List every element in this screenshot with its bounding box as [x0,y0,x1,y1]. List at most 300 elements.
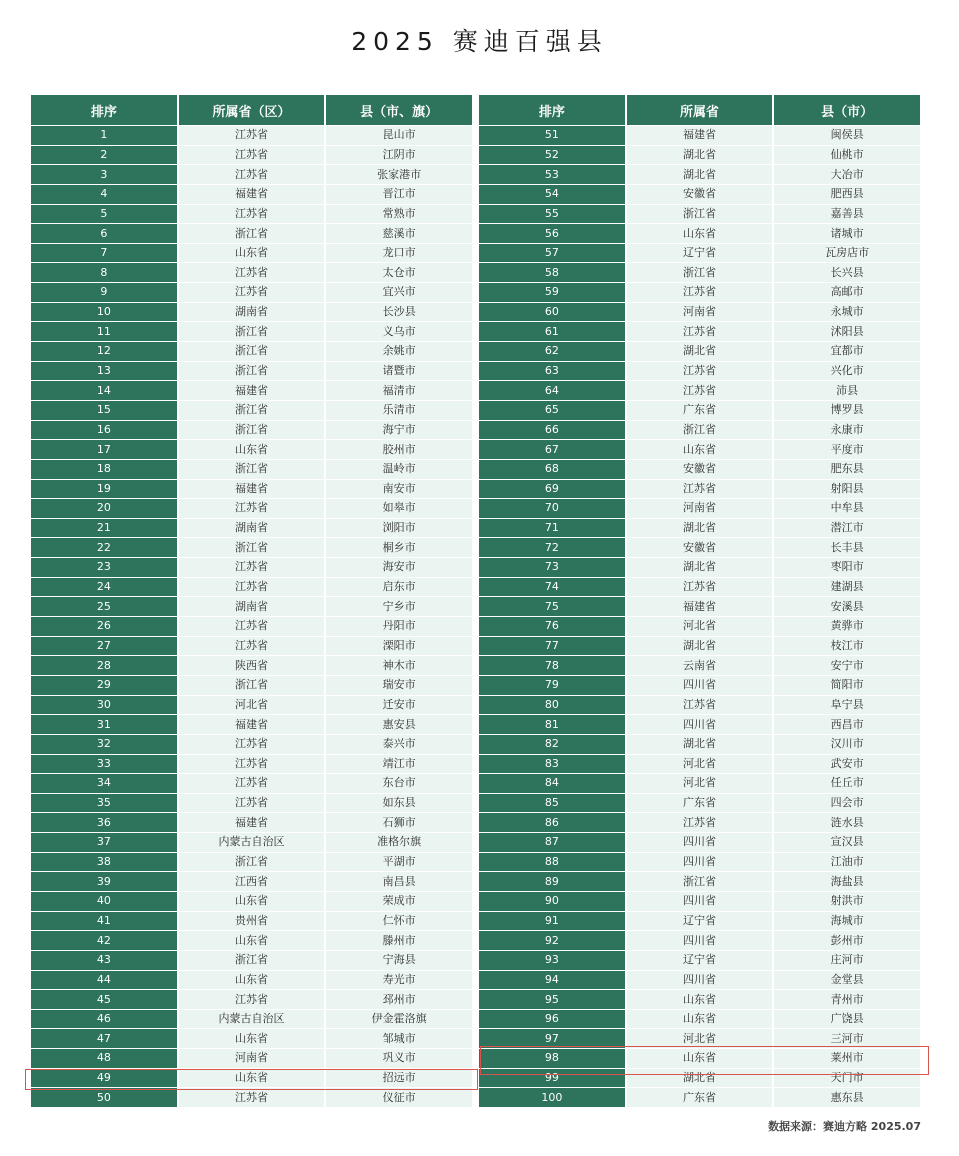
table-row [479,755,920,774]
province-cell: 江苏省 [179,499,325,518]
ranking-table-right [477,94,922,1108]
table-row [31,696,472,715]
province-cell: 浙江省 [179,322,325,341]
table-row [31,480,472,499]
table-row [31,558,472,577]
province-cell: 四川省 [627,971,773,990]
county-cell: 长丰县 [774,538,920,557]
rank-cell: 53 [479,165,625,184]
county-cell: 沛县 [774,381,920,400]
province-cell: 贵州省 [179,912,325,931]
county-cell: 莱州市 [774,1049,920,1068]
province-cell: 福建省 [179,381,325,400]
table-row [31,224,472,243]
county-cell: 神木市 [326,656,472,675]
rank-cell: 12 [31,342,177,361]
county-cell: 海宁市 [326,421,472,440]
province-cell: 江苏省 [627,696,773,715]
rank-cell: 44 [31,971,177,990]
rank-cell: 6 [31,224,177,243]
rank-cell: 67 [479,440,625,459]
county-cell: 宣汉县 [774,833,920,852]
province-cell: 浙江省 [179,224,325,243]
table-row [31,892,472,911]
province-cell: 辽宁省 [627,244,773,263]
province-cell: 安徽省 [627,460,773,479]
province-cell: 湖南省 [179,597,325,616]
province-cell: 江苏省 [179,617,325,636]
rank-cell: 42 [31,931,177,950]
county-cell: 金堂县 [774,971,920,990]
county-cell: 龙口市 [326,244,472,263]
province-cell: 福建省 [179,480,325,499]
table-row [31,990,472,1009]
rank-cell: 73 [479,558,625,577]
rank-cell: 46 [31,1010,177,1029]
province-cell: 湖南省 [179,519,325,538]
province-cell: 安徽省 [627,185,773,204]
rank-cell: 33 [31,755,177,774]
rank-cell: 14 [31,381,177,400]
table-row [479,538,920,557]
table-row [479,774,920,793]
county-cell: 永康市 [774,421,920,440]
rank-cell: 3 [31,165,177,184]
province-cell: 浙江省 [627,205,773,224]
rank-cell: 93 [479,951,625,970]
province-cell: 浙江省 [179,460,325,479]
province-cell: 福建省 [627,597,773,616]
county-cell: 惠安县 [326,715,472,734]
rank-cell: 4 [31,185,177,204]
county-cell: 如东县 [326,794,472,813]
province-cell: 山东省 [179,1069,325,1088]
province-cell: 四川省 [627,833,773,852]
county-cell: 安溪县 [774,597,920,616]
county-cell: 大冶市 [774,165,920,184]
rank-cell: 95 [479,990,625,1009]
rank-cell: 48 [31,1049,177,1068]
province-cell: 湖北省 [627,735,773,754]
county-cell: 平湖市 [326,853,472,872]
province-cell: 湖北省 [627,519,773,538]
county-cell: 潜江市 [774,519,920,538]
county-cell: 泰兴市 [326,735,472,754]
table-row [479,421,920,440]
county-cell: 南安市 [326,480,472,499]
table-row [31,263,472,282]
rank-cell: 45 [31,990,177,1009]
rank-cell: 96 [479,1010,625,1029]
province-cell: 湖北省 [627,1069,773,1088]
county-cell: 东台市 [326,774,472,793]
province-cell: 湖南省 [179,303,325,322]
county-cell: 安宁市 [774,656,920,675]
table-row [479,656,920,675]
rank-cell: 49 [31,1069,177,1088]
rank-cell: 22 [31,538,177,557]
table-row [31,597,472,616]
county-cell: 石狮市 [326,813,472,832]
province-cell: 湖北省 [627,637,773,656]
county-cell: 天门市 [774,1069,920,1088]
table-row [31,853,472,872]
province-cell: 江苏省 [179,735,325,754]
rank-cell: 57 [479,244,625,263]
rank-cell: 43 [31,951,177,970]
county-cell: 余姚市 [326,342,472,361]
rank-cell: 77 [479,637,625,656]
table-row [479,499,920,518]
province-cell: 山东省 [179,971,325,990]
header-county: 县（市、旗） [326,95,472,125]
province-cell: 安徽省 [627,538,773,557]
county-cell: 海盐县 [774,872,920,891]
table-row [31,440,472,459]
table-row [31,362,472,381]
county-cell: 浏阳市 [326,519,472,538]
county-cell: 平度市 [774,440,920,459]
county-cell: 中牟县 [774,499,920,518]
province-cell: 四川省 [627,892,773,911]
province-cell: 河北省 [179,696,325,715]
table-row [31,342,472,361]
table-row [479,696,920,715]
rank-cell: 91 [479,912,625,931]
table-row [479,480,920,499]
province-cell: 河南省 [627,499,773,518]
rank-cell: 38 [31,853,177,872]
table-row [31,715,472,734]
county-cell: 瓦房店市 [774,244,920,263]
rank-cell: 61 [479,322,625,341]
table-row [479,794,920,813]
table-row [479,1010,920,1029]
table-row [479,617,920,636]
province-cell: 江苏省 [179,205,325,224]
province-cell: 河南省 [179,1049,325,1068]
table-row [479,185,920,204]
rank-cell: 8 [31,263,177,282]
rank-cell: 94 [479,971,625,990]
province-cell: 云南省 [627,656,773,675]
county-cell: 仪征市 [326,1088,472,1107]
table-row [479,853,920,872]
province-cell: 山东省 [627,1010,773,1029]
province-cell: 浙江省 [627,263,773,282]
table-row [479,1049,920,1068]
table-row [479,205,920,224]
rank-cell: 9 [31,283,177,302]
table-row [479,637,920,656]
county-cell: 温岭市 [326,460,472,479]
province-cell: 江苏省 [627,322,773,341]
table-row [479,440,920,459]
table-row [479,813,920,832]
province-cell: 内蒙古自治区 [179,833,325,852]
rank-cell: 27 [31,637,177,656]
province-cell: 浙江省 [179,401,325,420]
province-cell: 四川省 [627,853,773,872]
province-cell: 陕西省 [179,656,325,675]
rank-cell: 19 [31,480,177,499]
rank-cell: 24 [31,578,177,597]
table-row [31,303,472,322]
table-row [31,126,472,145]
county-cell: 诸城市 [774,224,920,243]
province-cell: 山东省 [179,244,325,263]
county-cell: 荣成市 [326,892,472,911]
province-cell: 浙江省 [179,362,325,381]
rank-cell: 80 [479,696,625,715]
county-cell: 射洪市 [774,892,920,911]
county-cell: 江油市 [774,853,920,872]
province-cell: 广东省 [627,1088,773,1107]
county-cell: 太仓市 [326,263,472,282]
table-row [31,421,472,440]
rank-cell: 36 [31,813,177,832]
table-row [31,322,472,341]
table-row [31,244,472,263]
province-cell: 山东省 [627,224,773,243]
province-cell: 江苏省 [627,480,773,499]
county-cell: 桐乡市 [326,538,472,557]
table-row [31,185,472,204]
table-row [31,951,472,970]
table-row [479,558,920,577]
province-cell: 山东省 [179,440,325,459]
county-cell: 简阳市 [774,676,920,695]
table-row [31,538,472,557]
county-cell: 如皋市 [326,499,472,518]
province-cell: 江苏省 [179,637,325,656]
table-row [479,597,920,616]
rank-cell: 40 [31,892,177,911]
table-row [479,735,920,754]
rank-cell: 64 [479,381,625,400]
rank-cell: 21 [31,519,177,538]
rank-cell: 78 [479,656,625,675]
table-row [31,912,472,931]
county-cell: 瑞安市 [326,676,472,695]
province-cell: 江苏省 [179,774,325,793]
table-row [479,519,920,538]
province-cell: 河北省 [627,774,773,793]
county-cell: 建湖县 [774,578,920,597]
county-cell: 胶州市 [326,440,472,459]
county-cell: 西昌市 [774,715,920,734]
province-cell: 河北省 [627,755,773,774]
rank-cell: 62 [479,342,625,361]
county-cell: 枝江市 [774,637,920,656]
ranking-table-left [29,94,474,1108]
county-cell: 沭阳县 [774,322,920,341]
header-province: 所属省（区） [179,95,325,125]
county-cell: 巩义市 [326,1049,472,1068]
rank-cell: 50 [31,1088,177,1107]
province-cell: 江苏省 [627,813,773,832]
province-cell: 江苏省 [179,558,325,577]
province-cell: 江苏省 [627,578,773,597]
rank-cell: 99 [479,1069,625,1088]
county-cell: 仙桃市 [774,146,920,165]
province-cell: 江苏省 [179,146,325,165]
county-cell: 张家港市 [326,165,472,184]
rank-cell: 30 [31,696,177,715]
rank-cell: 28 [31,656,177,675]
province-cell: 浙江省 [627,421,773,440]
header-province: 所属省 [627,95,773,125]
province-cell: 山东省 [179,931,325,950]
county-cell: 寿光市 [326,971,472,990]
rank-cell: 2 [31,146,177,165]
table-row [479,263,920,282]
province-cell: 浙江省 [179,421,325,440]
province-cell: 江苏省 [179,755,325,774]
province-cell: 山东省 [627,1049,773,1068]
county-cell: 阜宁县 [774,696,920,715]
rank-cell: 51 [479,126,625,145]
province-cell: 浙江省 [179,853,325,872]
county-cell: 溧阳市 [326,637,472,656]
rank-cell: 97 [479,1029,625,1048]
county-cell: 海安市 [326,558,472,577]
province-cell: 江苏省 [179,578,325,597]
province-cell: 浙江省 [179,342,325,361]
table-row [479,381,920,400]
table-row [31,755,472,774]
rank-cell: 56 [479,224,625,243]
rank-cell: 31 [31,715,177,734]
county-cell: 嘉善县 [774,205,920,224]
province-cell: 河北省 [627,1029,773,1048]
province-cell: 福建省 [179,185,325,204]
province-cell: 福建省 [179,813,325,832]
county-cell: 四会市 [774,794,920,813]
rank-cell: 86 [479,813,625,832]
rank-cell: 84 [479,774,625,793]
province-cell: 湖北省 [627,165,773,184]
table-row [479,872,920,891]
county-cell: 博罗县 [774,401,920,420]
table-row [479,322,920,341]
table-row [31,381,472,400]
county-cell: 庄河市 [774,951,920,970]
rank-cell: 35 [31,794,177,813]
county-cell: 宜都市 [774,342,920,361]
province-cell: 山东省 [627,440,773,459]
table-row [479,401,920,420]
table-row [479,460,920,479]
rank-cell: 10 [31,303,177,322]
rank-cell: 18 [31,460,177,479]
table-row [479,146,920,165]
county-cell: 福清市 [326,381,472,400]
table-row [31,637,472,656]
county-cell: 惠东县 [774,1088,920,1107]
table-row [31,1010,472,1029]
county-cell: 诸暨市 [326,362,472,381]
table-row [31,1069,472,1088]
table-row [31,676,472,695]
county-cell: 广饶县 [774,1010,920,1029]
table-row [31,813,472,832]
county-cell: 滕州市 [326,931,472,950]
county-cell: 邹城市 [326,1029,472,1048]
rank-cell: 65 [479,401,625,420]
province-cell: 江苏省 [627,283,773,302]
province-cell: 辽宁省 [627,912,773,931]
table-row [479,126,920,145]
table-row [479,1029,920,1048]
table-row [31,460,472,479]
county-cell: 邳州市 [326,990,472,1009]
county-cell: 慈溪市 [326,224,472,243]
county-cell: 黄骅市 [774,617,920,636]
table-row [479,362,920,381]
province-cell: 江苏省 [627,381,773,400]
county-cell: 彭州市 [774,931,920,950]
rank-cell: 89 [479,872,625,891]
province-cell: 四川省 [627,715,773,734]
county-cell: 昆山市 [326,126,472,145]
rank-cell: 16 [31,421,177,440]
rank-cell: 55 [479,205,625,224]
rank-cell: 70 [479,499,625,518]
province-cell: 湖北省 [627,146,773,165]
table-row [31,1029,472,1048]
province-cell: 浙江省 [179,676,325,695]
table-row [31,872,472,891]
county-cell: 海城市 [774,912,920,931]
table-row [479,892,920,911]
county-cell: 靖江市 [326,755,472,774]
rank-cell: 74 [479,578,625,597]
table-row [479,676,920,695]
province-cell: 山东省 [179,892,325,911]
table-row [31,499,472,518]
rank-cell: 98 [479,1049,625,1068]
county-cell: 长兴县 [774,263,920,282]
rank-cell: 92 [479,931,625,950]
table-row [479,342,920,361]
county-cell: 宁海县 [326,951,472,970]
county-cell: 长沙县 [326,303,472,322]
province-cell: 江苏省 [627,362,773,381]
province-cell: 湖北省 [627,558,773,577]
rank-cell: 85 [479,794,625,813]
province-cell: 江苏省 [179,283,325,302]
table-row [479,224,920,243]
rank-cell: 75 [479,597,625,616]
table-row [31,735,472,754]
province-cell: 浙江省 [627,872,773,891]
rank-cell: 13 [31,362,177,381]
rank-cell: 81 [479,715,625,734]
county-cell: 青州市 [774,990,920,1009]
county-cell: 仁怀市 [326,912,472,931]
county-cell: 肥东县 [774,460,920,479]
rank-cell: 54 [479,185,625,204]
province-cell: 河南省 [627,303,773,322]
province-cell: 内蒙古自治区 [179,1010,325,1029]
county-cell: 宜兴市 [326,283,472,302]
table-row [31,617,472,636]
table-row [479,165,920,184]
header-rank: 排序 [31,95,177,125]
province-cell: 山东省 [179,1029,325,1048]
rank-cell: 15 [31,401,177,420]
